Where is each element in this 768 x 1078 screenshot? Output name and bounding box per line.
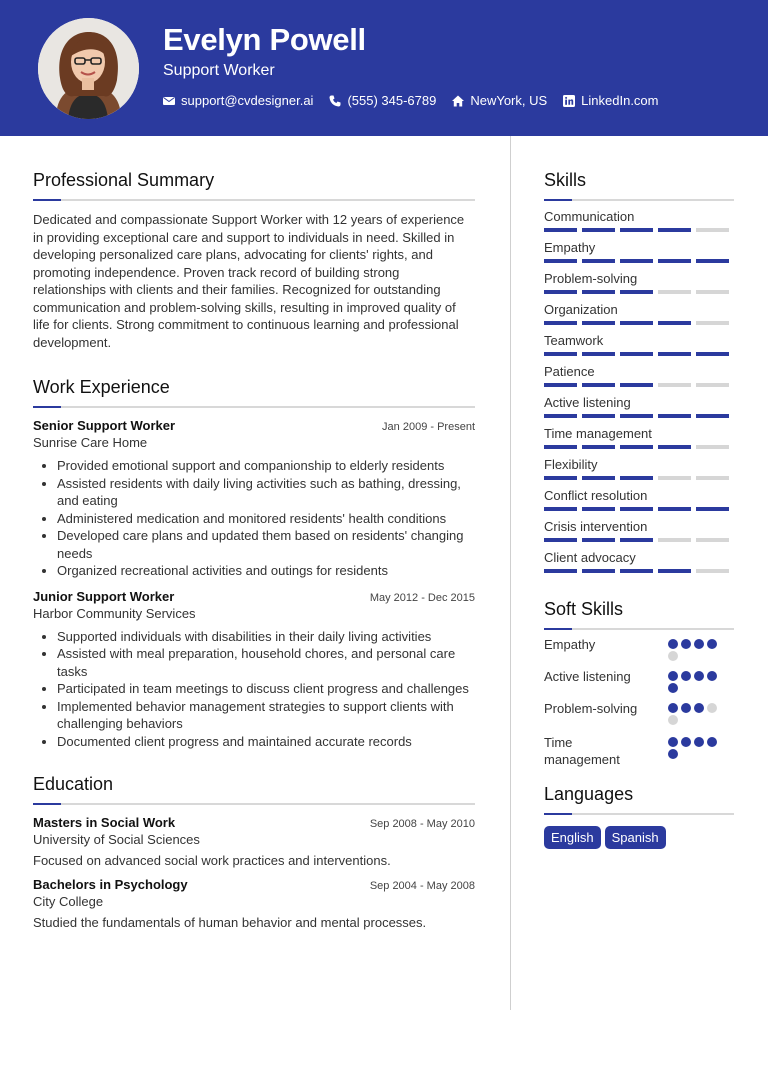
skill-level-bar: [544, 414, 734, 418]
rating-dot: [668, 683, 678, 693]
education-description: Studied the fundamentals of human behavior and mental processes.: [33, 915, 427, 930]
soft-skill-item: [544, 668, 734, 695]
skill-name: Client advocacy: [544, 550, 636, 565]
avatar-photo: [38, 18, 139, 119]
skill-level-segment: [620, 321, 653, 325]
rating-dot: [668, 639, 678, 649]
rating-dot: [681, 671, 691, 681]
rating-dot: [668, 703, 678, 713]
contact-phone[interactable]: [329, 93, 436, 108]
soft-skill-rating: [668, 668, 724, 695]
rating-dot: [694, 639, 704, 649]
skill-level-segment: [620, 538, 653, 542]
rating-dot: [668, 671, 678, 681]
contact-location-text: NewYork, US: [470, 93, 548, 108]
skill-level-segment: [696, 352, 729, 356]
skill-level-segment: [582, 476, 615, 480]
skill-level-segment: [696, 321, 729, 325]
school-name: City College: [33, 894, 104, 909]
rating-dot: [694, 703, 704, 713]
main-column: [33, 170, 475, 930]
experience-section: [33, 377, 475, 750]
list-item: • Assisted with meal preparation, household chores, and personal care tasks: [57, 645, 475, 680]
rating-dot: [668, 749, 678, 759]
skill-level-bar: [544, 290, 734, 294]
rating-dot: [707, 639, 717, 649]
education-date: Sep 2008 - May 2010: [369, 818, 475, 830]
list-item: • Documented client progress and maintained accurate records: [57, 733, 475, 751]
language-list: [544, 826, 734, 849]
skill-item: [544, 519, 734, 542]
language-tag: English: [544, 826, 601, 849]
skill-level-segment: [696, 507, 729, 511]
skill-item: [544, 209, 734, 232]
skill-level-segment: [544, 321, 577, 325]
candidate-name: Evelyn Powell: [163, 22, 366, 57]
skill-item: [544, 488, 734, 511]
section-title: Languages: [544, 784, 634, 804]
rating-dot: [707, 703, 717, 713]
phone-icon: [329, 95, 341, 107]
skill-level-segment: [582, 383, 615, 387]
skill-level-segment: [582, 414, 615, 418]
skill-level-segment: [544, 259, 577, 263]
skill-item: [544, 426, 734, 449]
skill-level-bar: [544, 352, 734, 356]
job-bullets: [33, 457, 475, 580]
skill-level-segment: [658, 476, 691, 480]
skill-level-segment: [544, 569, 577, 573]
job-title: Senior Support Worker: [33, 418, 176, 433]
skill-name: Patience: [544, 364, 595, 379]
degree-title: Masters in Social Work: [33, 815, 176, 830]
contact-email[interactable]: [163, 93, 313, 108]
summary-section: [33, 170, 475, 351]
skill-name: Crisis intervention: [544, 519, 648, 534]
contact-phone-text: (555) 345-6789: [347, 93, 437, 108]
skill-item: [544, 240, 734, 263]
section-title: Education: [33, 774, 114, 794]
summary-text: Dedicated and compassionate Support Worker with 12 years of experience in providing exceptional care and support to individuals in need. Skilled in developing personalized care plans, advocating for clients' rights, and promoting independence. Proven track record of building strong relationships with clients and their families. Recognized for outstanding communication and problem-solving skills, resulting in improved quality of life for clients. Strong commitment to continuous learning and professional development.: [33, 212, 465, 350]
skill-level-segment: [658, 228, 691, 232]
skill-level-segment: [582, 445, 615, 449]
contact-location: [452, 93, 547, 108]
skill-level-segment: [696, 259, 729, 263]
candidate-role: Support Worker: [163, 62, 275, 79]
job-entry: [33, 418, 475, 580]
skill-level-segment: [582, 259, 615, 263]
soft-skill-name: Problem-solving: [544, 701, 638, 716]
soft-skill-item: [544, 636, 734, 663]
section-rule: [544, 199, 734, 201]
job-company: Sunrise Care Home: [33, 435, 148, 450]
job-date: May 2012 - Dec 2015: [369, 591, 475, 604]
skill-name: Communication: [544, 209, 635, 224]
section-rule: [33, 199, 475, 201]
skill-level-segment: [544, 383, 577, 387]
skill-level-segment: [620, 352, 653, 356]
soft-skills-section: [544, 599, 734, 768]
skills-list: [544, 209, 734, 573]
skill-level-segment: [696, 445, 729, 449]
skill-level-segment: [658, 259, 691, 263]
job-bullets: [33, 628, 475, 751]
skill-level-bar: [544, 321, 734, 325]
degree-title: Bachelors in Psychology: [33, 877, 188, 892]
skill-name: Active listening: [544, 395, 631, 410]
contact-linkedin-text: LinkedIn.com: [581, 93, 659, 108]
rating-dot: [668, 651, 678, 661]
rating-dot: [694, 671, 704, 681]
skill-name: Organization: [544, 302, 618, 317]
skill-level-segment: [696, 228, 729, 232]
contact-list: [163, 93, 675, 108]
skill-level-segment: [582, 290, 615, 294]
skill-item: [544, 395, 734, 418]
skill-level-segment: [544, 507, 577, 511]
skill-level-segment: [544, 445, 577, 449]
skill-item: [544, 271, 734, 294]
list-item: • Implemented behavior management strategies to support clients with challenging behaviors: [57, 698, 475, 733]
linkedin-icon: [563, 95, 575, 107]
skill-item: [544, 333, 734, 356]
section-title: Work Experience: [33, 377, 170, 397]
rating-dot: [681, 737, 691, 747]
skill-level-segment: [696, 383, 729, 387]
section-title: Skills: [544, 170, 587, 190]
skill-level-segment: [544, 476, 577, 480]
skill-item: [544, 302, 734, 325]
skill-level-segment: [696, 476, 729, 480]
skill-level-segment: [620, 228, 653, 232]
soft-skill-name: Empathy: [544, 637, 596, 652]
section-rule: [33, 803, 475, 805]
list-item: • Assisted residents with daily living activities such as bathing, dressing, and eating: [57, 475, 475, 510]
rating-dot: [694, 737, 704, 747]
skill-level-segment: [582, 538, 615, 542]
skill-level-segment: [582, 321, 615, 325]
rating-dot: [668, 737, 678, 747]
contact-linkedin[interactable]: [563, 93, 658, 108]
skill-level-segment: [620, 476, 653, 480]
sidebar-column: [544, 170, 734, 849]
skill-level-segment: [620, 507, 653, 511]
section-title: Professional Summary: [33, 170, 215, 190]
soft-skill-rating: [668, 734, 724, 761]
skill-name: Problem-solving: [544, 271, 638, 286]
job-date: Jan 2009 - Present: [382, 421, 475, 433]
soft-skill-name: Active listening: [544, 669, 631, 684]
list-item: • Provided emotional support and companionship to elderly residents: [57, 457, 475, 475]
skill-level-segment: [620, 383, 653, 387]
skill-level-bar: [544, 507, 734, 511]
skill-level-segment: [658, 414, 691, 418]
skill-level-segment: [620, 569, 653, 573]
skill-level-segment: [544, 352, 577, 356]
soft-skill-item: [544, 734, 734, 768]
skill-level-segment: [696, 290, 729, 294]
skill-level-bar: [544, 476, 734, 480]
skill-level-segment: [658, 383, 691, 387]
education-entry: [33, 877, 475, 930]
skill-name: Teamwork: [544, 333, 604, 348]
skill-level-segment: [658, 290, 691, 294]
soft-skills-list: [544, 636, 734, 768]
soft-skill-rating: [668, 700, 724, 727]
skill-level-segment: [658, 445, 691, 449]
list-item: • Administered medication and monitored residents' health conditions: [57, 510, 475, 528]
skill-item: [544, 364, 734, 387]
rating-dot: [681, 703, 691, 713]
skill-level-segment: [582, 569, 615, 573]
skill-level-segment: [658, 507, 691, 511]
rating-dot: [668, 715, 678, 725]
skill-level-segment: [620, 259, 653, 263]
section-rule: [544, 813, 734, 815]
skill-level-bar: [544, 228, 734, 232]
skill-level-segment: [696, 414, 729, 418]
education-description: Focused on advanced social work practices and interventions.: [33, 853, 391, 868]
skill-level-segment: [696, 569, 729, 573]
skill-level-bar: [544, 538, 734, 542]
rating-dot: [707, 737, 717, 747]
job-title: Junior Support Worker: [33, 588, 175, 604]
soft-skill-name: Time management: [544, 735, 620, 767]
rating-dot: [707, 671, 717, 681]
education-section: [33, 774, 475, 930]
skill-level-bar: [544, 569, 734, 573]
skills-section: [544, 170, 734, 573]
skill-item: [544, 550, 734, 573]
skill-level-segment: [658, 321, 691, 325]
section-title: Soft Skills: [544, 599, 624, 619]
skill-level-bar: [544, 259, 734, 263]
skill-level-segment: [582, 228, 615, 232]
home-icon: [452, 95, 464, 107]
language-tag: Spanish: [605, 826, 666, 849]
section-rule: [544, 628, 734, 630]
languages-section: [544, 784, 734, 849]
skill-level-segment: [620, 290, 653, 294]
skill-level-segment: [544, 290, 577, 294]
skill-name: Flexibility: [544, 457, 598, 472]
skill-level-segment: [544, 414, 577, 418]
skill-name: Conflict resolution: [544, 488, 648, 503]
skill-level-segment: [658, 538, 691, 542]
skill-level-segment: [620, 414, 653, 418]
soft-skill-item: [544, 700, 734, 727]
skill-level-segment: [658, 352, 691, 356]
skill-level-segment: [582, 352, 615, 356]
job-entry: [33, 589, 475, 751]
skill-level-bar: [544, 445, 734, 449]
skill-level-segment: [658, 569, 691, 573]
skill-level-segment: [620, 445, 653, 449]
skill-level-segment: [544, 538, 577, 542]
avatar: [38, 18, 139, 119]
column-divider: [510, 136, 511, 1010]
contact-email-text: support@cvdesigner.ai: [181, 93, 314, 108]
skill-item: [544, 457, 734, 480]
section-rule: [33, 406, 475, 408]
skill-level-segment: [696, 538, 729, 542]
soft-skill-rating: [668, 636, 724, 663]
skill-level-segment: [544, 228, 577, 232]
skill-name: Empathy: [544, 240, 596, 255]
list-item: • Supported individuals with disabilities in their daily living activities: [57, 628, 475, 646]
list-item: • Organized recreational activities and outings for residents: [57, 562, 475, 580]
education-date: Sep 2004 - May 2008: [369, 880, 475, 892]
skill-name: Time management: [544, 426, 652, 441]
skill-level-bar: [544, 383, 734, 387]
list-item: • Participated in team meetings to discuss client progress and challenges: [57, 680, 475, 698]
school-name: University of Social Sciences: [33, 832, 200, 847]
header: [0, 0, 768, 136]
envelope-icon: [163, 95, 175, 107]
skill-level-segment: [582, 507, 615, 511]
list-item: • Developed care plans and updated them based on residents' changing needs: [57, 527, 475, 562]
job-company: Harbor Community Services: [33, 605, 196, 621]
rating-dot: [681, 639, 691, 649]
education-entry: [33, 815, 475, 868]
